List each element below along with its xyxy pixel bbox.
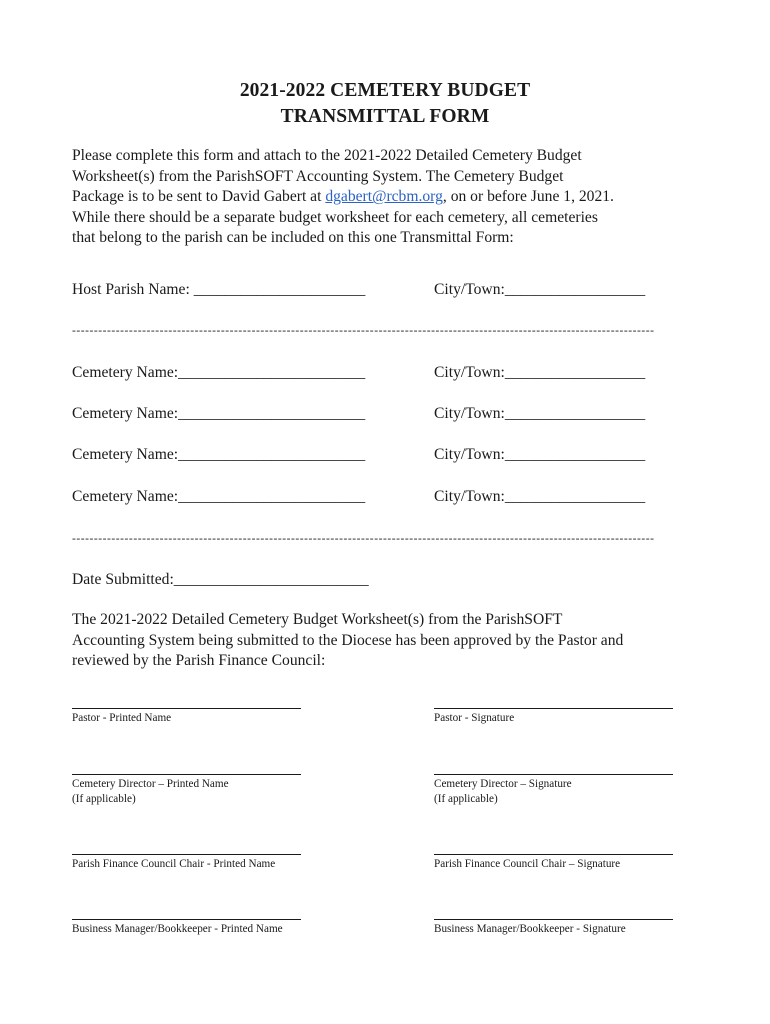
cemetery-name-blank[interactable]: ________________________	[178, 488, 366, 505]
cemetery-name-blank[interactable]: ________________________	[178, 405, 366, 422]
cemetery-director-name-line[interactable]	[72, 774, 301, 775]
pastor-name-text: Pastor - Printed Name	[72, 712, 172, 724]
host-city-blank[interactable]: __________________	[504, 281, 646, 298]
approval-line-1: The 2021-2022 Detailed Cemetery Budget Worksheet(s) from the ParishSOFT	[72, 611, 563, 628]
cemetery-director-signature-caption	[434, 777, 572, 807]
cemetery-name-field[interactable]	[72, 445, 365, 465]
pastor-signature-line[interactable]	[434, 708, 673, 709]
cemetery-name-field[interactable]	[72, 404, 365, 424]
cemetery-name-blank[interactable]: ________________________	[178, 446, 366, 463]
cemetery-city-blank[interactable]: __________________	[504, 405, 646, 422]
intro-line-1: Please complete this form and attach to the 2021-2022 Detailed Cemetery Budget	[72, 147, 582, 164]
finance-chair-signature-line[interactable]	[434, 854, 673, 855]
host-city-label: City/Town:	[434, 281, 505, 298]
bookkeeper-signature-line[interactable]	[434, 919, 673, 920]
date-submitted-field[interactable]	[72, 570, 369, 590]
cemetery-city-label: City/Town:	[434, 488, 505, 505]
email-link[interactable]: dgabert@rcbm.org	[325, 188, 443, 206]
finance-chair-name-text: Parish Finance Council Chair - Printed Name	[72, 858, 276, 870]
cemetery-name-label: Cemetery Name:	[72, 405, 179, 422]
finance-chair-signature-text: Parish Finance Council Chair – Signature	[434, 858, 621, 870]
finance-chair-name-caption	[72, 857, 275, 872]
cemetery-city-field[interactable]	[434, 404, 645, 424]
host-parish-blank[interactable]: ______________________	[193, 281, 366, 298]
host-parish-field[interactable]	[72, 280, 365, 300]
intro-paragraph	[72, 146, 712, 249]
cemetery-city-label: City/Town:	[434, 405, 505, 422]
intro-line-3	[72, 187, 712, 208]
cemetery-city-label: City/Town:	[434, 364, 505, 381]
approval-line-2: Accounting System being submitted to the Diocese has been approved by the Pastor and	[72, 631, 624, 649]
bookkeeper-signature-caption	[434, 922, 626, 937]
finance-chair-name-line[interactable]	[72, 854, 301, 855]
intro-line-5: that belong to the parish can be included on this one Transmittal Form:	[72, 229, 514, 247]
pastor-signature-text: Pastor - Signature	[434, 712, 515, 724]
cemetery-director-name-note: (If applicable)	[72, 793, 136, 805]
pastor-name-caption	[72, 711, 171, 726]
cemetery-city-blank[interactable]: __________________	[504, 488, 646, 505]
intro-line-3-start: Package is to be sent to David Gabert at	[72, 188, 326, 206]
cemetery-name-field[interactable]	[72, 487, 365, 507]
cemetery-director-signature-note: (If applicable)	[434, 793, 498, 805]
cemetery-director-signature-line[interactable]	[434, 774, 673, 775]
bookkeeper-name-text: Business Manager/Bookkeeper - Printed Name	[72, 923, 283, 935]
cemetery-city-field[interactable]	[434, 445, 645, 465]
cemetery-name-field[interactable]	[72, 363, 365, 383]
pastor-name-line[interactable]	[72, 708, 301, 709]
pastor-signature-caption	[434, 711, 514, 726]
section-divider: -------------------------------------------------------------------------------------------------------------------------------------	[72, 533, 655, 545]
date-submitted-blank[interactable]: _________________________	[173, 571, 369, 588]
cemetery-name-label: Cemetery Name:	[72, 446, 179, 463]
cemetery-name-label: Cemetery Name:	[72, 488, 179, 505]
date-submitted-label: Date Submitted:	[72, 571, 174, 588]
intro-line-2: Worksheet(s) from the ParishSOFT Accounting System. The Cemetery Budget	[72, 167, 564, 185]
cemetery-name-blank[interactable]: ________________________	[178, 364, 366, 381]
finance-chair-signature-caption	[434, 857, 620, 872]
cemetery-city-label: City/Town:	[434, 446, 505, 463]
cemetery-director-name-caption	[72, 777, 229, 807]
intro-line-3-end: , on or before June 1, 2021.	[442, 188, 614, 206]
form-title-line-2: TRANSMITTAL FORM	[280, 106, 490, 127]
cemetery-director-signature-text: Cemetery Director – Signature	[434, 778, 572, 790]
host-city-field[interactable]	[434, 280, 645, 300]
cemetery-director-name-text: Cemetery Director – Printed Name	[72, 778, 229, 790]
section-divider: -------------------------------------------------------------------------------------------------------------------------------------	[72, 325, 655, 337]
form-title-line-1: 2021-2022 CEMETERY BUDGET	[239, 80, 531, 101]
bookkeeper-name-caption	[72, 922, 283, 937]
cemetery-city-field[interactable]	[434, 487, 645, 507]
approval-line-3: reviewed by the Parish Finance Council:	[72, 652, 326, 670]
cemetery-city-blank[interactable]: __________________	[504, 446, 646, 463]
cemetery-city-blank[interactable]: __________________	[504, 364, 646, 381]
bookkeeper-signature-text: Business Manager/Bookkeeper - Signature	[434, 923, 626, 935]
approval-paragraph	[72, 610, 712, 672]
bookkeeper-name-line[interactable]	[72, 919, 301, 920]
host-parish-label: Host Parish Name:	[72, 281, 194, 298]
cemetery-name-label: Cemetery Name:	[72, 364, 179, 381]
cemetery-city-field[interactable]	[434, 363, 645, 383]
intro-line-4: While there should be a separate budget worksheet for each cemetery, all cemeteries	[72, 208, 598, 226]
